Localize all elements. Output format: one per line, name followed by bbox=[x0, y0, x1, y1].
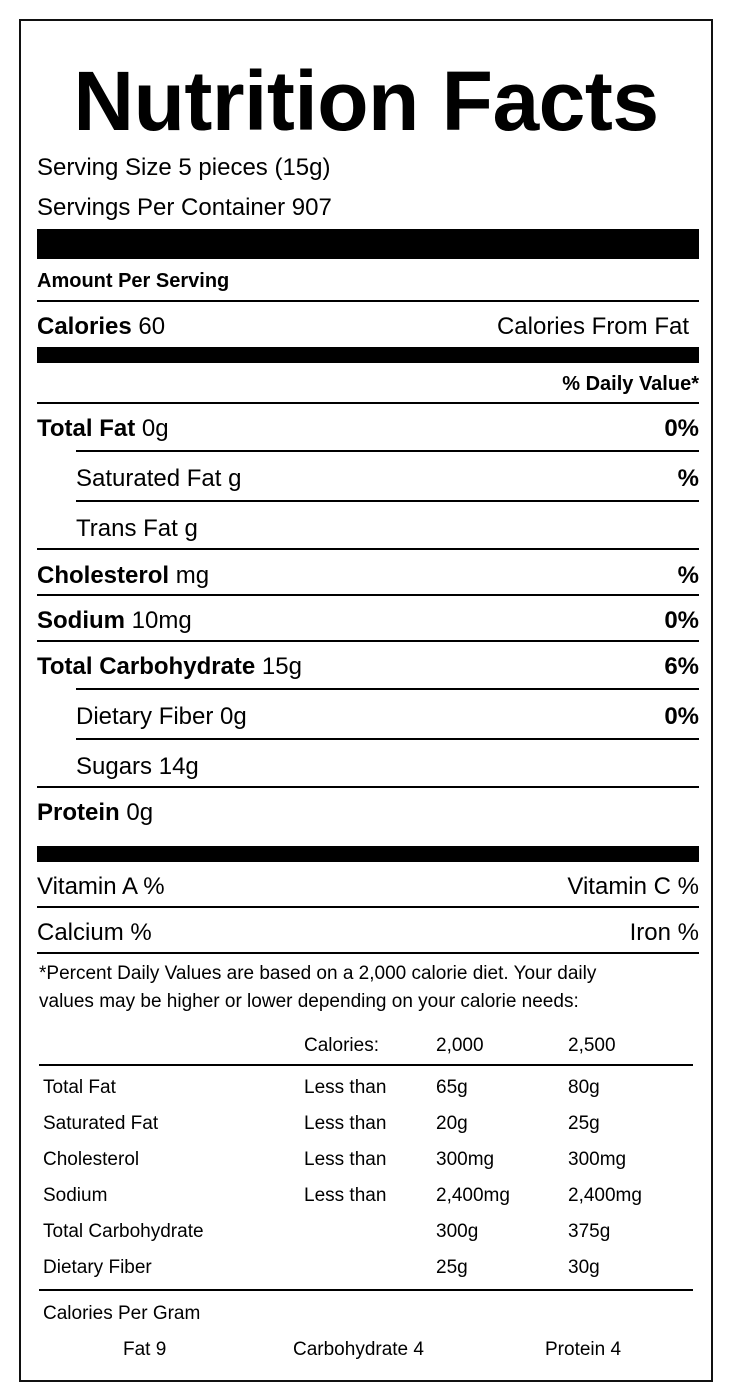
label-title: Nutrition Facts bbox=[73, 54, 659, 148]
nutrient-label: Total Carbohydrate bbox=[37, 653, 262, 680]
calories-per-gram-carbohydrate: Carbohydrate 4 bbox=[293, 1339, 424, 1360]
divider bbox=[37, 548, 699, 550]
nutrient-row-cholesterol bbox=[37, 564, 699, 588]
divider bbox=[76, 688, 699, 690]
divider bbox=[37, 952, 699, 954]
calories-per-gram-protein: Protein 4 bbox=[545, 1339, 622, 1360]
nutrient-amount: 10mg bbox=[131, 607, 192, 634]
nutrient-dv: % bbox=[677, 562, 699, 589]
divider bbox=[37, 786, 699, 788]
nutrient-label: Saturated Fat bbox=[76, 465, 229, 492]
nutrient-row-dietary-fiber bbox=[76, 705, 699, 729]
serving-size: Serving Size 5 pieces (15g) bbox=[37, 154, 331, 181]
nutrient-row-total-carbohydrate bbox=[37, 655, 699, 679]
nutrient-row-saturated-fat bbox=[76, 467, 699, 491]
nutrient-label: Sugars bbox=[76, 753, 159, 780]
footnote-line-1: *Percent Daily Values are based on a 2,000 calorie diet. Your daily bbox=[39, 963, 597, 984]
divider bbox=[39, 1289, 693, 1291]
nutrient-row-protein bbox=[37, 801, 699, 825]
nutrient-amount: 0g bbox=[141, 415, 169, 442]
nutrient-label: Trans Fat bbox=[76, 515, 185, 542]
nutrient-row-trans-fat bbox=[76, 517, 699, 541]
nutrient-row-sugars bbox=[76, 755, 699, 779]
divider bbox=[37, 300, 699, 302]
nutrient-dv: % bbox=[677, 465, 699, 492]
divider bbox=[37, 594, 699, 596]
nutrient-amount: mg bbox=[175, 562, 210, 589]
nutrition-label: Nutrition Facts Serving Size 5 pieces (15g) Servings Per Container 907 Amount Per Serving Calories 60 Calories From Fat % Daily Value* Total Fat 0g 0% Saturated Fat g % Trans Fat g Cholesterol mg % Sodium 10mg 0% Total Carbohydrate 15g 6% Dietary Fiber 0g 0% Sugars 14g Protein 0g Vitamin A % Vitamin C % Calcium % Iron % *Percent Daily Values are based on a 2,000 calorie diet. Your daily values may be higher or lower depending on your calorie needs: Calories: 2,000 2,500 Total Fat Less than 65g 80g Saturated Fat Less than 20g 25g Cholesterol Less than 300mg 300mg Sodium Less than 2,400mg 2,400mg Total Carbohydrate 300g 375g Dietary Fiber 25g 30g Calories Per Gram Fat 9 Carbohydrate 4 Protein 4 bbox=[19, 19, 713, 1382]
ft-header-2000: 2,000 bbox=[436, 1035, 484, 1056]
nutrient-label: Total Fat bbox=[37, 415, 142, 442]
calories-row bbox=[37, 315, 699, 339]
ft-header-2500: 2,500 bbox=[568, 1035, 616, 1056]
nutrient-row-total-fat bbox=[37, 417, 699, 441]
calcium: Calcium % bbox=[37, 919, 152, 946]
calories-per-gram-fat: Fat 9 bbox=[123, 1339, 167, 1360]
ft-header-calories: Calories: bbox=[304, 1035, 379, 1056]
nutrient-dv: 0% bbox=[664, 607, 699, 634]
footnote bbox=[39, 960, 699, 1016]
divider bbox=[37, 640, 699, 642]
divider bbox=[76, 738, 699, 740]
nutrient-amount: g bbox=[228, 465, 242, 492]
nutrient-label: Dietary Fiber bbox=[76, 703, 221, 730]
servings-per-container: Servings Per Container 907 bbox=[37, 194, 332, 221]
calories-value: 60 bbox=[138, 313, 166, 340]
amount-per-serving: Amount Per Serving bbox=[37, 270, 230, 292]
vitamin-row-1 bbox=[37, 875, 699, 899]
thick-divider bbox=[37, 229, 699, 259]
vitamin-a: Vitamin A % bbox=[37, 873, 165, 900]
footnote-line-2: values may be higher or lower depending on your calorie needs: bbox=[39, 991, 579, 1012]
divider bbox=[39, 1064, 693, 1066]
calories-per-gram-label: Calories Per Gram bbox=[43, 1303, 201, 1324]
divider bbox=[76, 500, 699, 502]
nutrient-dv: 0% bbox=[664, 703, 699, 730]
medium-divider bbox=[37, 347, 699, 363]
nutrient-amount: 15g bbox=[261, 653, 302, 680]
nutrient-amount: g bbox=[184, 515, 198, 542]
vitamin-row-2 bbox=[37, 921, 699, 945]
calories-from-fat: Calories From Fat bbox=[496, 313, 689, 340]
nutrient-amount: 14g bbox=[158, 753, 199, 780]
divider bbox=[37, 906, 699, 908]
divider bbox=[76, 450, 699, 452]
iron: Iron % bbox=[629, 919, 699, 946]
nutrient-label: Protein bbox=[37, 799, 127, 826]
nutrient-amount: 0g bbox=[220, 703, 247, 730]
nutrient-label: Sodium bbox=[37, 607, 132, 634]
nutrient-dv: 6% bbox=[664, 653, 699, 680]
nutrient-dv: 0% bbox=[664, 415, 699, 442]
nutrient-amount: 0g bbox=[126, 799, 154, 826]
nutrient-row-sodium bbox=[37, 609, 699, 633]
vitamin-c: Vitamin C % bbox=[567, 873, 699, 900]
nutrient-label: Cholesterol bbox=[37, 562, 176, 589]
divider bbox=[37, 402, 699, 404]
calories-label: Calories bbox=[37, 313, 139, 340]
medium-divider bbox=[37, 846, 699, 862]
